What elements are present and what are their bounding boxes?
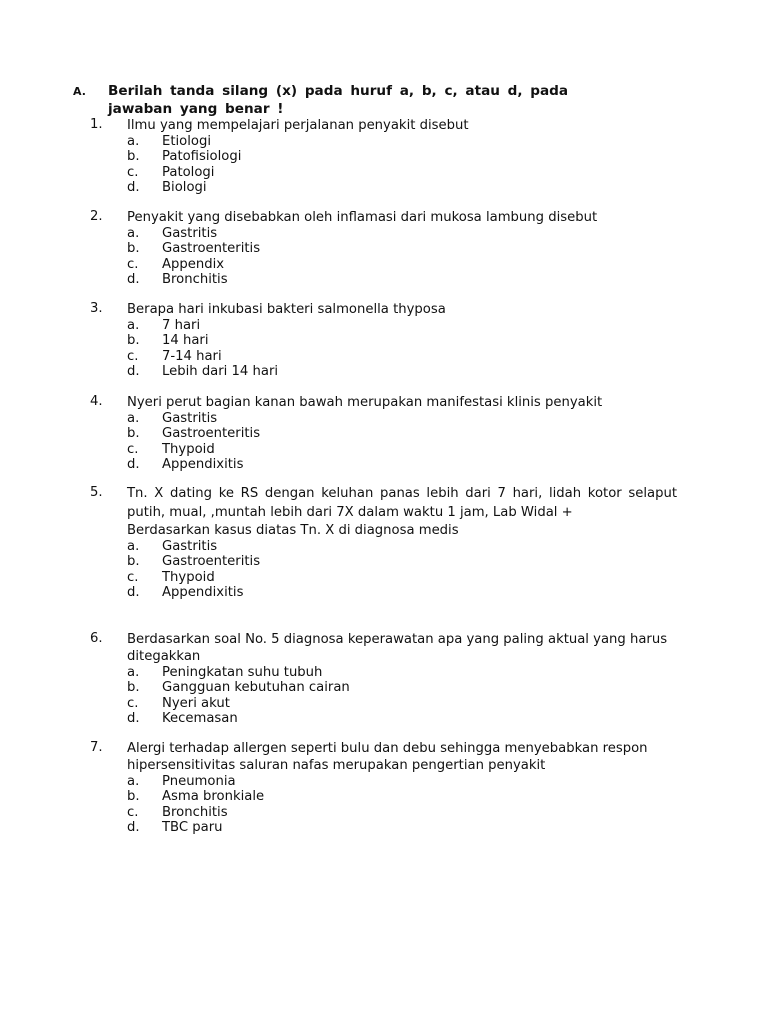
option-a [127, 539, 677, 554]
option-text: Nyeri akut [162, 695, 230, 711]
option-text: Asma bronkiale [162, 789, 265, 805]
option-text: Gangguan kebutuhan cairan [162, 680, 350, 696]
option-d [127, 364, 677, 379]
question-number: 4. [90, 394, 103, 409]
option-b [127, 241, 677, 256]
question-stem-continued: Berdasarkan kasus diatas Tn. X di diagnosa medis [127, 523, 459, 538]
section-instruction [73, 82, 633, 118]
option-a [127, 134, 677, 149]
option-text: 7 hari [162, 318, 201, 333]
option-c [127, 570, 677, 585]
question-stem: Penyakit yang disebabkan oleh inflamasi dari mukosa lambung disebut [127, 210, 598, 225]
option-c [127, 165, 677, 180]
question-stem: Tn. X dating ke RS dengan keluhan panas lebih dari 7 hari, lidah kotor selaput putih, mual, ,muntah lebih dari 7X dalam waktu 1 jam, Lab Widal + [127, 486, 677, 520]
option-text: Etiologi [162, 134, 212, 149]
option-d [127, 180, 677, 195]
question-stem: Berdasarkan soal No. 5 diagnosa keperawatan apa yang paling aktual yang harus ditegakkan [127, 632, 668, 664]
question-1 [90, 117, 690, 196]
instruction-text: Berilah tanda silang (x) pada huruf a, b, c, atau d, pada jawaban yang benar ! [108, 83, 569, 117]
section-marker: A. [73, 85, 86, 98]
option-text: Gastroenteritis [162, 426, 261, 442]
option-letter: c. [127, 164, 139, 180]
option-b [127, 680, 677, 695]
option-letter: b. [127, 333, 140, 349]
option-c [127, 805, 677, 820]
option-a [127, 318, 677, 333]
option-letter: a. [127, 134, 140, 149]
option-text: Gastroenteritis [162, 554, 261, 570]
option-a [127, 665, 677, 680]
option-a [127, 774, 677, 789]
option-text: Patologi [162, 164, 215, 180]
option-letter: b. [127, 241, 140, 257]
option-d [127, 820, 677, 835]
option-text: Peningkatan suhu tubuh [162, 665, 323, 680]
option-letter: d. [127, 820, 140, 836]
option-letter: b. [127, 789, 140, 805]
option-letter: c. [127, 569, 139, 585]
question-stem: Alergi terhadap allergen seperti bulu dan debu sehingga menyebabkan respon hipersensitivitas saluran nafas merupakan pengertian penyakit [127, 741, 648, 773]
option-letter: b. [127, 149, 140, 165]
option-text: 14 hari [162, 333, 209, 349]
option-text: Gastroenteritis [162, 241, 261, 257]
option-letter: b. [127, 554, 140, 570]
question-6 [90, 631, 690, 727]
option-c [127, 349, 677, 364]
option-text: 7-14 hari [162, 348, 222, 364]
option-text: Thypoid [162, 441, 215, 457]
option-c [127, 442, 677, 457]
option-letter: a. [127, 774, 140, 789]
option-b [127, 789, 677, 804]
question-stem: Nyeri perut bagian kanan bawah merupakan manifestasi klinis penyakit [127, 395, 603, 410]
option-letter: d. [127, 272, 140, 288]
option-text: Gastritis [162, 411, 218, 426]
option-b [127, 149, 677, 164]
option-text: Appendix [162, 256, 225, 272]
option-text: Biologi [162, 180, 207, 196]
option-letter: a. [127, 539, 140, 554]
option-c [127, 257, 677, 272]
option-letter: b. [127, 426, 140, 442]
option-d [127, 457, 677, 472]
option-letter: d. [127, 711, 140, 727]
option-text: Gastritis [162, 539, 218, 554]
option-letter: a. [127, 411, 140, 426]
option-b [127, 554, 677, 569]
option-text: Gastritis [162, 226, 218, 241]
option-letter: c. [127, 695, 139, 711]
question-number: 7. [90, 740, 103, 755]
option-letter: c. [127, 804, 139, 820]
option-d [127, 585, 677, 600]
option-text: Appendixitis [162, 585, 244, 601]
option-letter: a. [127, 665, 140, 680]
question-5 [90, 485, 690, 601]
option-text: Pneumonia [162, 774, 236, 789]
option-text: Bronchitis [162, 272, 228, 288]
option-text: Lebih dari 14 hari [162, 364, 279, 380]
option-text: Appendixitis [162, 457, 244, 473]
option-letter: d. [127, 180, 140, 196]
option-letter: d. [127, 585, 140, 601]
question-7 [90, 740, 690, 836]
question-4 [90, 394, 690, 473]
option-b [127, 333, 677, 348]
option-a [127, 411, 677, 426]
question-stem: Ilmu yang mempelajari perjalanan penyakit disebut [127, 118, 469, 133]
option-letter: b. [127, 680, 140, 696]
option-letter: c. [127, 256, 139, 272]
question-stem: Berapa hari inkubasi bakteri salmonella thyposa [127, 302, 446, 317]
option-d [127, 711, 677, 726]
option-text: Kecemasan [162, 711, 238, 727]
question-number: 2. [90, 209, 103, 224]
option-text: Bronchitis [162, 804, 228, 820]
question-number: 3. [90, 301, 103, 316]
option-letter: c. [127, 441, 139, 457]
option-a [127, 226, 677, 241]
option-letter: c. [127, 348, 139, 364]
question-number: 5. [90, 485, 103, 500]
option-letter: d. [127, 457, 140, 473]
option-text: TBC paru [162, 820, 223, 836]
option-letter: d. [127, 364, 140, 380]
question-2 [90, 209, 690, 288]
option-c [127, 696, 677, 711]
question-number: 1. [90, 117, 103, 132]
question-number: 6. [90, 631, 103, 646]
option-text: Thypoid [162, 569, 215, 585]
option-d [127, 272, 677, 287]
option-b [127, 426, 677, 441]
option-text: Patofisiologi [162, 149, 242, 165]
question-3 [90, 301, 690, 380]
option-letter: a. [127, 318, 140, 333]
option-letter: a. [127, 226, 140, 241]
